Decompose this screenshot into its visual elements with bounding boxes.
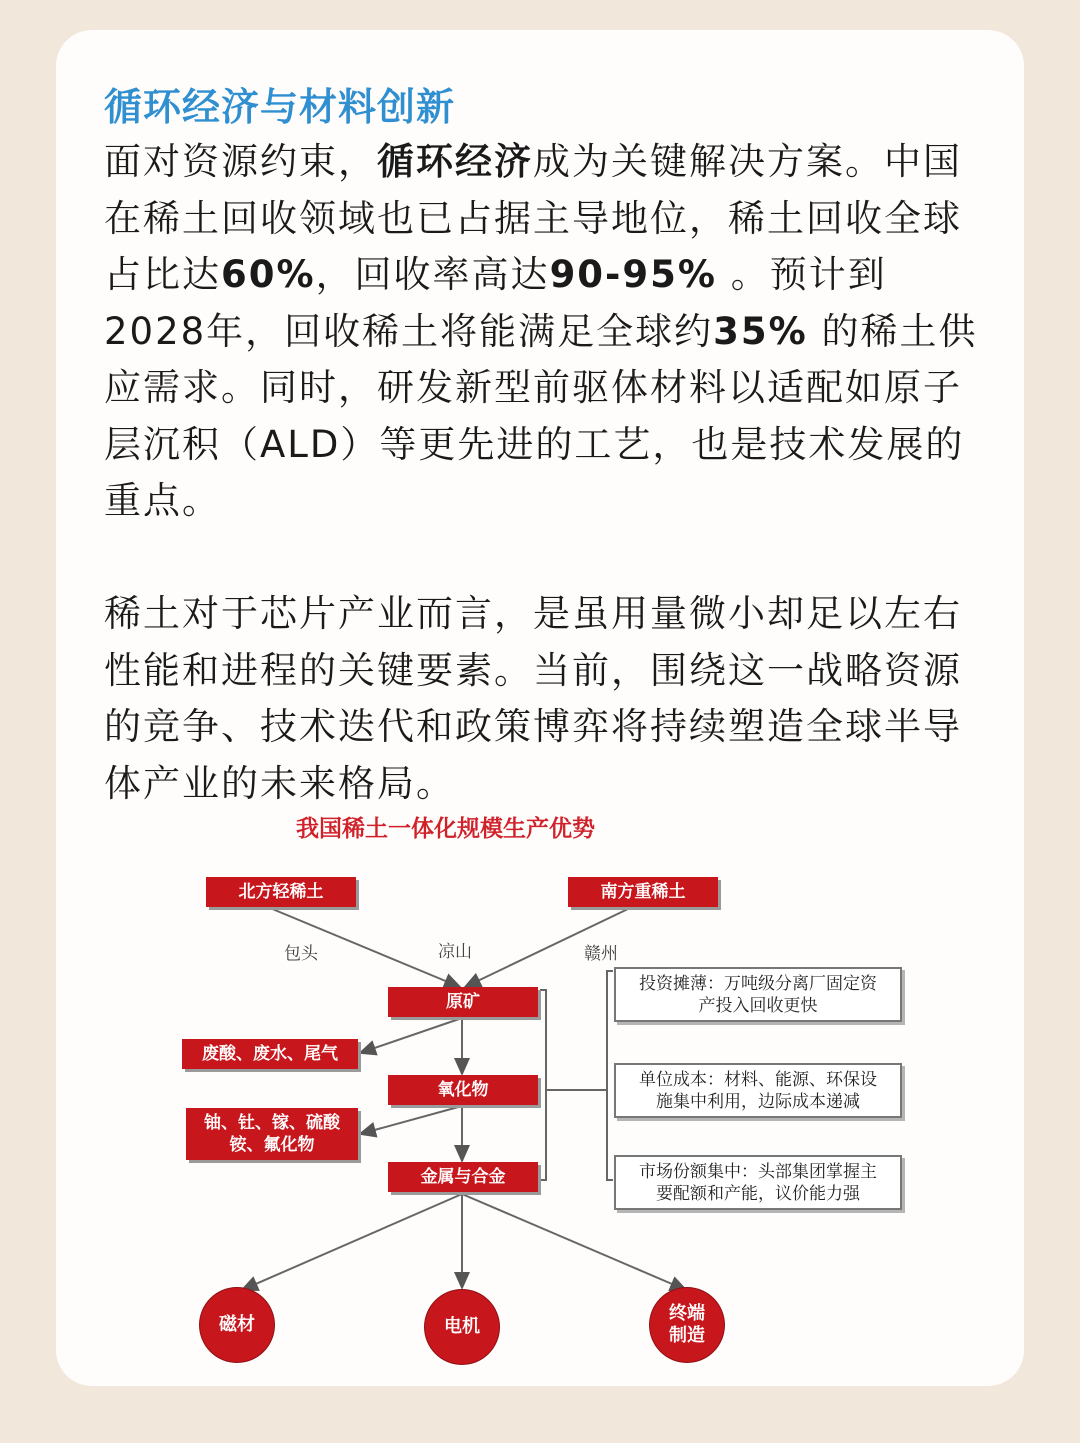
info-box-market-share: 市场份额集中：头部集团掌握主 要配额和产能，议价能力强 — [614, 1155, 902, 1210]
location-ganzhou: 赣州 — [584, 944, 618, 964]
output-magnet: 磁材 — [200, 1288, 274, 1362]
output-motor: 电机 — [425, 1290, 499, 1364]
arrow-oxide-to-byproduct — [360, 1106, 462, 1134]
south-heavy-rare-earth-box: 南方重稀土 — [568, 877, 718, 907]
paragraph-strategic-resource: 稀土对于芯片产业而言，是虽用量微小却足以左右性能和进程的关键要素。当前，围绕这一战略资源的竞争、技术迭代和政策博弈将持续塑造全球半导体产业的未来格局。 — [104, 592, 962, 805]
bracket-left — [540, 990, 546, 1180]
location-baotou: 包头 — [284, 944, 318, 964]
diagram-title: 我国稀土一体化规模生产优势 — [296, 816, 595, 842]
arrow-metal-to-magnet — [242, 1194, 462, 1290]
north-light-rare-earth-box: 北方轻稀土 — [206, 877, 356, 907]
metal-alloy-box: 金属与合金 — [388, 1162, 538, 1192]
bracket-right — [607, 971, 613, 1180]
byproduct-box: 铀、钍、镓、硫酸 铵、氟化物 — [186, 1108, 358, 1160]
rare-earth-production-diagram — [120, 780, 920, 1350]
ore-box: 原矿 — [388, 987, 538, 1017]
info-box-unit-cost: 单位成本：材料、能源、环保设 施集中利用，边际成本递减 — [614, 1063, 902, 1118]
paragraph-circular-economy: 面对资源约束，循环经济成为关键解决方案。中国在稀土回收领域也已占据主导地位，稀土回收全球占比达60%，回收率高达90-95% 。预计到2028年，回收稀土将能满足全球约35% 的稀土供应需求。同时，研发新型前驱体材料以适配如原子层沉积（ALD）等更先进的工艺，也是技术发展的重点。 — [104, 140, 978, 522]
output-terminal-manufacturing: 终端 制造 — [650, 1288, 724, 1362]
location-liangshan: 凉山 — [438, 942, 472, 962]
info-box-investment: 投资摊薄：万吨级分离厂固定资 产投入回收更快 — [614, 967, 902, 1022]
waste-box: 废酸、废水、尾气 — [182, 1039, 358, 1069]
arrow-ore-to-waste — [360, 1018, 462, 1053]
section-title: 循环经济与材料创新 — [104, 85, 456, 129]
oxide-box: 氧化物 — [388, 1075, 538, 1105]
